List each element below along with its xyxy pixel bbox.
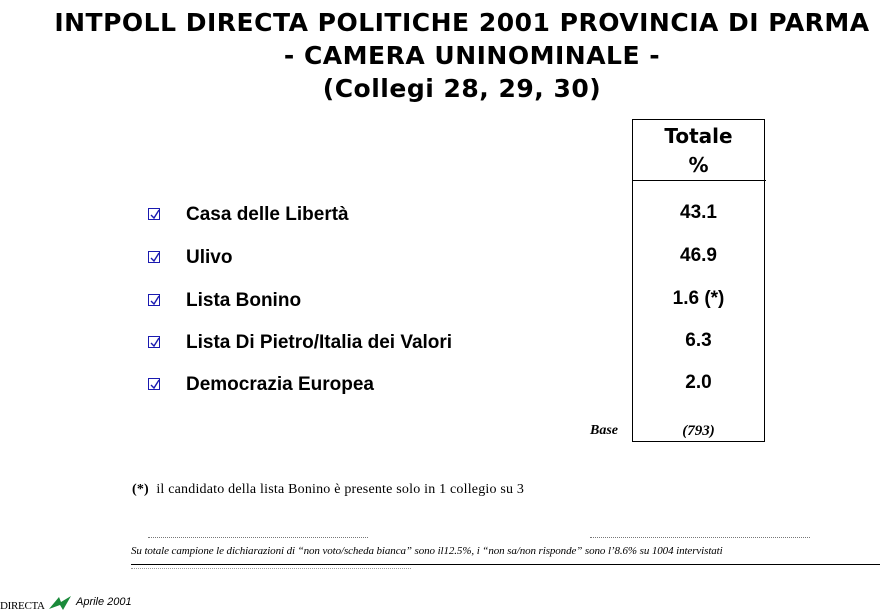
divider — [148, 537, 368, 538]
sample-note: Su totale campione le dichiarazioni di “non voto/scheda bianca” sono il12.5%, i “non sa/non risponde” sono l’8.6% su 1004 intervistati — [131, 545, 723, 557]
party-name: Casa delle Libertà — [186, 204, 349, 225]
party-value: 1.6 (*) — [672, 288, 725, 309]
footnote-marker: (*) — [132, 482, 149, 497]
divider — [590, 537, 810, 538]
party-name: Democrazia Europea — [186, 374, 374, 395]
checkbox-icon — [148, 251, 160, 263]
note-underline — [131, 564, 880, 565]
table-row — [0, 330, 884, 366]
party-value: 6.3 — [685, 330, 712, 351]
title-line-2: - CAMERA UNINOMINALE - — [283, 41, 661, 70]
table-row — [0, 288, 884, 324]
party-value: 43.1 — [680, 202, 717, 223]
report-date: Aprile 2001 — [76, 596, 132, 608]
checkbox-icon — [148, 294, 160, 306]
party-name: Lista Bonino — [186, 290, 302, 311]
divider — [131, 568, 411, 569]
totals-column-header — [632, 122, 765, 180]
title-line-1: INTPOLL DIRECTA POLITICHE 2001 PROVINCIA DI PARMA — [54, 8, 870, 37]
footnote-text: il candidato della lista Bonino è presente solo in 1 collegio su 3 — [156, 482, 525, 497]
totals-header-divider — [632, 180, 766, 181]
checkbox-icon — [148, 336, 160, 348]
party-name: Ulivo — [186, 247, 233, 268]
base-value: (793) — [682, 423, 715, 439]
checkbox-icon — [148, 378, 160, 390]
base-label: Base — [590, 423, 618, 438]
totals-header-unit: % — [688, 153, 709, 177]
checkbox-icon — [148, 208, 160, 220]
party-name: Lista Di Pietro/Italia dei Valori — [186, 332, 453, 353]
table-row — [0, 372, 884, 408]
page-title — [0, 6, 884, 105]
totals-header-tick — [764, 180, 765, 188]
party-value: 46.9 — [680, 245, 717, 266]
totals-header-label: Totale — [664, 124, 733, 148]
title-line-3: (Collegi 28, 29, 30) — [322, 74, 602, 103]
logo-text: DIRECTA — [0, 600, 45, 612]
table-row — [0, 202, 884, 238]
footnote — [132, 482, 524, 498]
directa-logo-icon — [47, 594, 73, 616]
party-value: 2.0 — [685, 372, 712, 393]
table-row — [0, 245, 884, 281]
